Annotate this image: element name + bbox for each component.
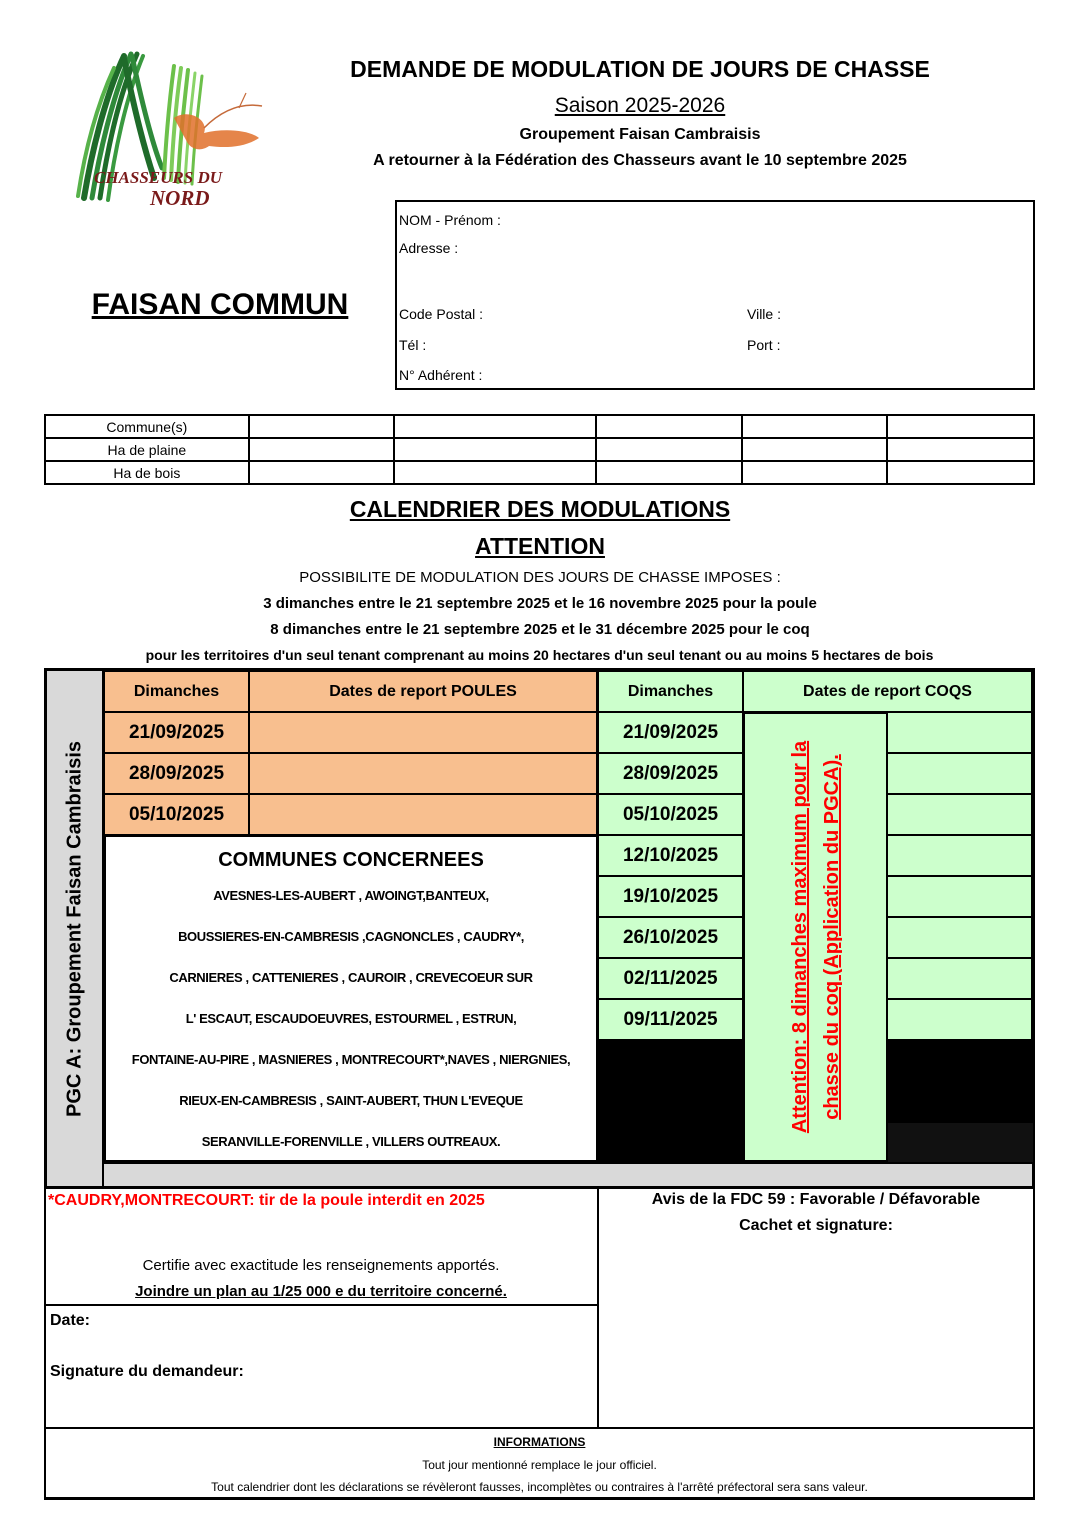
table-cell[interactable] <box>394 461 596 484</box>
commune-line: BOUSSIERES-EN-CAMBRESIS ,CAGNONCLES , CAUDRY*, <box>178 929 524 944</box>
table-cell[interactable] <box>887 461 1034 484</box>
coq-warning-text <box>784 741 848 1133</box>
poule-report-input[interactable] <box>248 711 598 754</box>
information-line2: Tout calendrier dont les déclarations se révèleront fausses, incomplètes ou contraires à l'arrêté préfectoral sera sans valeur. <box>211 1480 868 1494</box>
communes-surface-table <box>44 414 1035 485</box>
coq-date: 02/11/2025 <box>597 957 744 1000</box>
commune-line: CARNIERES , CATTENIERES , CAUROIR , CREVECOEUR SUR <box>169 970 533 985</box>
coq-warning-line2: chasse du coq (Application du PGCA). <box>820 754 843 1120</box>
information-line1: Tout jour mentionné remplace le jour officiel. <box>422 1458 657 1472</box>
port-field[interactable]: Port : <box>747 337 781 353</box>
coq-report-input[interactable] <box>886 875 1033 918</box>
adherent-field[interactable]: N° Adhérent : <box>399 367 483 383</box>
table-cell[interactable] <box>742 415 888 438</box>
coq-date: 19/10/2025 <box>597 875 744 918</box>
coqs-report-header: Dates de report COQS <box>742 670 1033 713</box>
group-label: Groupement Faisan Cambraisis <box>519 126 761 143</box>
season-label <box>300 94 980 118</box>
applicant-identity-box <box>395 200 1035 390</box>
poule-date: 28/09/2025 <box>103 752 250 795</box>
coq-report-input[interactable] <box>886 793 1033 836</box>
stamp-signature-label: Cachet et signature: <box>739 1217 893 1234</box>
signature-label: Signature du demandeur: <box>50 1363 244 1380</box>
table-cell[interactable] <box>596 438 742 461</box>
logo-text-line1: CHASSEURS DU <box>94 168 223 187</box>
information-title-text: INFORMATIONS <box>493 1435 586 1449</box>
coq-report-input[interactable] <box>886 916 1033 959</box>
blocked-cell <box>888 1123 1033 1162</box>
coq-report-input[interactable] <box>886 752 1033 795</box>
possibility-text: POSSIBILITE DE MODULATION DES JOURS DE CHASSE IMPOSES : <box>299 569 781 586</box>
return-notice: A retourner à la Fédération des Chasseurs avant le 10 septembre 2025 <box>373 152 907 169</box>
logo-text-line2: NORD <box>150 186 210 210</box>
coq-date: 26/10/2025 <box>597 916 744 959</box>
table-row <box>45 438 1034 461</box>
commune-line: RIEUX-EN-CAMBRESIS , SAINT-AUBERT, THUN L'EVEQUE <box>179 1093 523 1108</box>
tel-field[interactable]: Tél : <box>399 337 427 353</box>
side-label-panel <box>47 671 104 1186</box>
applicant-signature-box[interactable] <box>44 1304 599 1429</box>
poules-dimanches-header: Dimanches <box>103 670 250 713</box>
coq-warning-line1: Attention: 8 dimanches maximum pour la <box>788 740 811 1134</box>
attention-text: ATTENTION <box>475 533 605 559</box>
adresse-field[interactable]: Adresse : <box>399 240 459 256</box>
table-cell[interactable] <box>887 415 1034 438</box>
coq-date: 09/11/2025 <box>597 998 744 1041</box>
coq-date: 12/10/2025 <box>597 834 744 877</box>
table-cell[interactable] <box>742 461 888 484</box>
fdc-opinion-label: Avis de la FDC 59 : Favorable / Défavorable <box>651 1191 981 1208</box>
table-cell[interactable] <box>249 438 395 461</box>
calendar-title <box>90 496 990 523</box>
row-label: Ha de bois <box>45 461 249 484</box>
ville-field[interactable]: Ville : <box>747 306 781 322</box>
poule-date: 05/10/2025 <box>103 793 250 836</box>
coq-report-input[interactable] <box>886 711 1033 754</box>
poule-date: 21/09/2025 <box>103 711 250 754</box>
coq-date: 28/09/2025 <box>597 752 744 795</box>
information-title <box>46 1435 1033 1449</box>
table-row <box>45 461 1034 484</box>
certification-text: Certifie avec exactitude les renseignements apportés. <box>142 1257 500 1274</box>
calendar-footer-bar <box>104 1162 1032 1186</box>
rule-poule: 3 dimanches entre le 21 septembre 2025 et le 16 novembre 2025 pour la poule <box>263 595 817 612</box>
attach-plan-notice <box>44 1283 598 1300</box>
blocked-cell <box>886 1039 1033 1123</box>
communes-concernees-title: COMMUNES CONCERNEES <box>218 849 484 871</box>
season-text: Saison 2025-2026 <box>554 94 726 117</box>
commune-line: FONTAINE-AU-PIRE , MASNIERES , MONTRECOURT*,NAVES , NIERGNIES, <box>131 1052 571 1067</box>
species-title <box>70 288 370 322</box>
coq-report-input[interactable] <box>886 957 1033 1000</box>
table-cell[interactable] <box>249 415 395 438</box>
side-label: PGC A: Groupement Faisan Cambraisis <box>63 740 85 1117</box>
table-cell[interactable] <box>596 415 742 438</box>
page-title: DEMANDE DE MODULATION DE JOURS DE CHASSE <box>350 56 930 82</box>
commune-line: SERANVILLE-FORENVILLE , VILLERS OUTREAUX. <box>201 1134 501 1149</box>
table-cell[interactable] <box>394 438 596 461</box>
row-label: Commune(s) <box>45 415 249 438</box>
attach-plan-text: Joindre un plan au 1/25 000 e du territoire concerné. <box>135 1283 507 1300</box>
table-cell[interactable] <box>394 415 596 438</box>
coqs-dimanches-header: Dimanches <box>597 670 744 713</box>
fdc-opinion-box <box>597 1189 1035 1429</box>
species-text: FAISAN COMMUN <box>91 288 349 321</box>
coq-report-input[interactable] <box>886 998 1033 1041</box>
rule-coq: 8 dimanches entre le 21 septembre 2025 et le 31 décembre 2025 pour le coq <box>270 621 810 638</box>
table-row <box>45 415 1034 438</box>
territory-condition: pour les territoires d'un seul tenant comprenant au moins 20 hectares d'un seul tenant ou au moins 5 hectares de bois <box>145 647 934 663</box>
code-postal-field[interactable]: Code Postal : <box>399 306 484 322</box>
blocked-cell <box>597 1039 744 1162</box>
nom-prenom-field[interactable]: NOM - Prénom : <box>399 212 501 228</box>
poule-report-input[interactable] <box>248 793 598 836</box>
communes-concernees-box <box>104 835 598 1162</box>
caudry-montrecourt-note: *CAUDRY,MONTRECOURT: tir de la poule interdit en 2025 <box>48 1192 485 1209</box>
coq-report-input[interactable] <box>886 834 1033 877</box>
chasseurs-du-nord-logo <box>74 48 274 213</box>
poule-report-input[interactable] <box>248 752 598 795</box>
coq-date: 05/10/2025 <box>597 793 744 836</box>
commune-line: AVESNES-LES-AUBERT , AWOINGT,BANTEUX, <box>213 888 489 903</box>
table-cell[interactable] <box>596 461 742 484</box>
table-cell[interactable] <box>887 438 1034 461</box>
calendar-title-text: CALENDRIER DES MODULATIONS <box>349 496 731 522</box>
coq-date: 21/09/2025 <box>597 711 744 754</box>
row-label: Ha de plaine <box>45 438 249 461</box>
table-cell[interactable] <box>742 438 888 461</box>
date-label: Date: <box>50 1312 91 1329</box>
information-box <box>44 1427 1035 1500</box>
poules-report-header: Dates de report POULES <box>248 670 598 713</box>
attention-heading <box>90 533 990 560</box>
coq-warning-note <box>743 712 888 1162</box>
table-cell[interactable] <box>249 461 395 484</box>
commune-line: L' ESCAUT, ESCAUDOEUVRES, ESTOURMEL , ESTRUN, <box>185 1011 517 1026</box>
